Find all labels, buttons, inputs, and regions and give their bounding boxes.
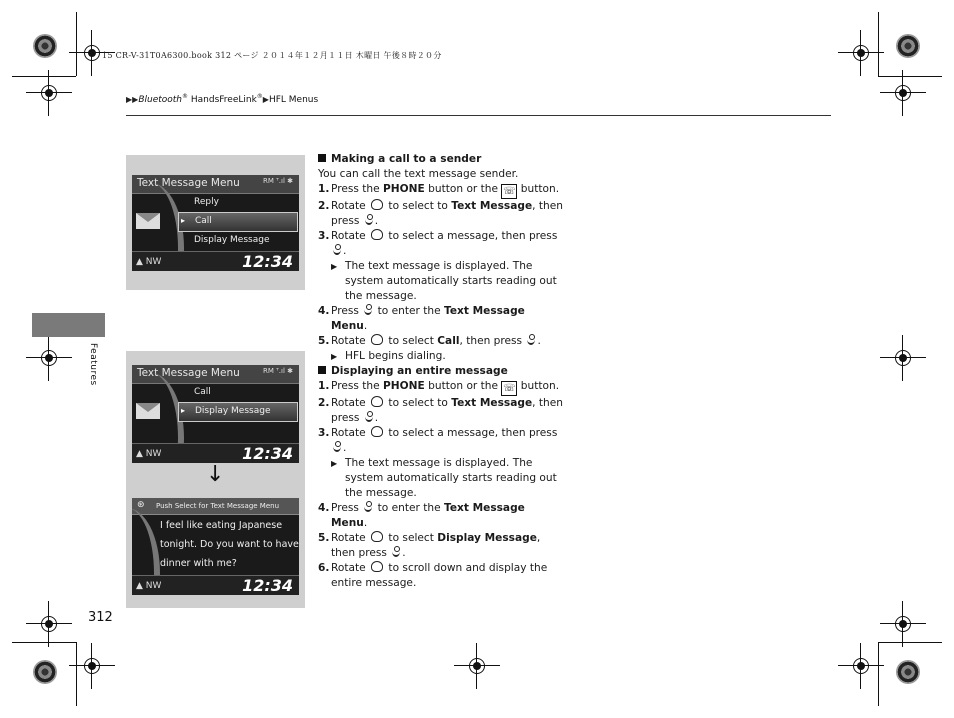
interface-dial-rotate-icon bbox=[371, 199, 383, 210]
phone-button-icon: ☏ bbox=[503, 186, 516, 197]
interface-dial-press-icon bbox=[365, 411, 373, 422]
page-number: 312 bbox=[88, 610, 113, 625]
side-section-label: Features bbox=[88, 343, 98, 386]
square-bullet-icon bbox=[318, 154, 326, 162]
crosshair-mark-icon bbox=[38, 613, 60, 635]
interface-dial-press-icon bbox=[527, 334, 535, 345]
interface-dial-press-icon bbox=[333, 244, 341, 255]
screen-panel-call bbox=[126, 155, 305, 290]
crosshair-mark-icon bbox=[892, 613, 914, 635]
menu-item-call: Call bbox=[194, 387, 211, 397]
print-header: 15 CR-V-31T0A6300.book 312 ページ ２０１４年１２月１１日 木曜日 午後８時２０分 bbox=[102, 51, 442, 60]
section-intro: You can call the text message sender. bbox=[318, 168, 519, 180]
step: 2. Rotate to select to Text Message, then press . bbox=[318, 200, 563, 227]
crop-line bbox=[12, 76, 76, 77]
step: 1. Press the PHONE button or the ☏ button. bbox=[318, 380, 560, 394]
compass-heading: ▲ NW bbox=[136, 581, 162, 591]
interface-dial-rotate-icon bbox=[371, 426, 383, 437]
compass-heading: ▲ NW bbox=[136, 257, 162, 267]
interface-dial-rotate-icon bbox=[371, 229, 383, 240]
note-arrow-icon: ▶ bbox=[331, 352, 338, 361]
section-heading: Making a call to a sender bbox=[318, 152, 564, 167]
note-arrow-icon: ▶ bbox=[331, 262, 338, 271]
display-screen bbox=[132, 175, 299, 271]
step: 6. Rotate to scroll down and display the entire message. bbox=[318, 562, 548, 589]
step: 5. Rotate to select Display Message, then press . bbox=[318, 532, 541, 559]
display-screen bbox=[132, 365, 299, 463]
step: 4. Press to enter the Text Message Menu. bbox=[318, 305, 525, 332]
step: 2. Rotate to select to Text Message, then press . bbox=[318, 397, 563, 424]
menu-item-display-message-selected: ▸ Display Message bbox=[178, 402, 298, 422]
crosshair-mark-icon bbox=[81, 655, 103, 677]
interface-dial-rotate-icon bbox=[371, 561, 383, 572]
cursor-icon: ▸ bbox=[181, 406, 186, 415]
interface-dial-press-icon bbox=[392, 546, 400, 557]
breadcrumb-bluetooth: Bluetooth bbox=[138, 95, 183, 105]
menu-item-display-message: Display Message bbox=[194, 235, 270, 245]
crosshair-mark-icon bbox=[38, 82, 60, 104]
crosshair-mark-icon bbox=[38, 347, 60, 369]
message-prompt: Push Select for Text Message Menu bbox=[156, 502, 280, 510]
interface-dial-press-icon bbox=[333, 441, 341, 452]
breadcrumb-arrows: ▶▶ bbox=[126, 95, 139, 104]
crop-line bbox=[878, 642, 879, 706]
section-heading: Displaying an entire message bbox=[318, 364, 564, 379]
menu-item-reply: Reply bbox=[194, 197, 219, 207]
message-line: dinner with me? bbox=[160, 558, 237, 569]
screen-footer bbox=[132, 575, 299, 595]
interface-dial-rotate-icon bbox=[371, 396, 383, 407]
clock: 12:34 bbox=[242, 252, 293, 271]
phone-button-icon: ☏ bbox=[503, 383, 516, 394]
crosshair-mark-icon bbox=[892, 82, 914, 104]
step: 3. Rotate to select a message, then press . bbox=[318, 230, 558, 257]
step: 1. Press the PHONE button or the ☏ button. bbox=[318, 183, 560, 197]
crop-line bbox=[76, 12, 77, 76]
square-bullet-icon bbox=[318, 366, 326, 374]
screen-footer bbox=[132, 443, 299, 463]
status-icons: RM ᵀ.ıl ✱ bbox=[262, 367, 293, 375]
registration-disc-icon bbox=[33, 34, 57, 58]
crop-line bbox=[878, 642, 942, 643]
screen-title: Text Message Menu bbox=[137, 367, 240, 379]
clock: 12:34 bbox=[242, 576, 293, 595]
select-knob-icon: ⊛ bbox=[137, 500, 145, 510]
step: 4. Press to enter the Text Message Menu. bbox=[318, 502, 525, 529]
menu-item-call-selected: ▸ Call bbox=[178, 212, 298, 232]
crosshair-mark-icon bbox=[850, 42, 872, 64]
breadcrumb: ▶▶Bluetooth® HandsFreeLink®▶HFL Menus bbox=[126, 93, 319, 105]
step-note: ▶ The text message is displayed. The system automatically starts reading out the message. bbox=[331, 260, 557, 302]
step-note: ▶ The text message is displayed. The system automatically starts reading out the message. bbox=[331, 457, 557, 499]
interface-dial-rotate-icon bbox=[371, 334, 383, 345]
interface-dial-press-icon bbox=[364, 501, 372, 512]
crop-line bbox=[878, 76, 942, 77]
registration-disc-icon bbox=[896, 34, 920, 58]
status-icons: RM ᵀ.ıl ✱ bbox=[262, 177, 293, 185]
registration-disc-icon bbox=[33, 660, 57, 684]
breadcrumb-hfl-menus: HFL Menus bbox=[268, 95, 319, 105]
message-line: tonight. Do you want to have bbox=[160, 539, 299, 550]
interface-dial-press-icon bbox=[365, 214, 373, 225]
section-tab bbox=[32, 313, 105, 337]
crop-line bbox=[878, 12, 879, 76]
registration-disc-icon bbox=[896, 660, 920, 684]
screen-footer bbox=[132, 251, 299, 271]
cursor-icon: ▸ bbox=[181, 216, 186, 225]
down-arrow-icon: ↓ bbox=[206, 462, 225, 487]
crop-line bbox=[76, 642, 77, 706]
message-screen bbox=[132, 498, 299, 595]
crosshair-mark-icon bbox=[81, 42, 103, 64]
crosshair-mark-icon bbox=[892, 347, 914, 369]
interface-dial-rotate-icon bbox=[371, 531, 383, 542]
step: 5. Rotate to select Call, then press . bbox=[318, 335, 541, 347]
compass-heading: ▲ NW bbox=[136, 449, 162, 459]
step: 3. Rotate to select a message, then press . bbox=[318, 427, 558, 454]
interface-dial-press-icon bbox=[364, 304, 372, 315]
message-line: I feel like eating Japanese bbox=[160, 520, 283, 531]
screen-title: Text Message Menu bbox=[137, 177, 240, 189]
crosshair-mark-icon bbox=[466, 655, 488, 677]
step-note: ▶ HFL begins dialing. bbox=[331, 350, 446, 362]
instructions-column bbox=[318, 152, 564, 591]
header-rule bbox=[126, 115, 831, 116]
crosshair-mark-icon bbox=[850, 655, 872, 677]
crop-line bbox=[12, 642, 76, 643]
message-title-bar bbox=[132, 498, 299, 515]
clock: 12:34 bbox=[242, 444, 293, 463]
note-arrow-icon: ▶ bbox=[331, 459, 338, 468]
